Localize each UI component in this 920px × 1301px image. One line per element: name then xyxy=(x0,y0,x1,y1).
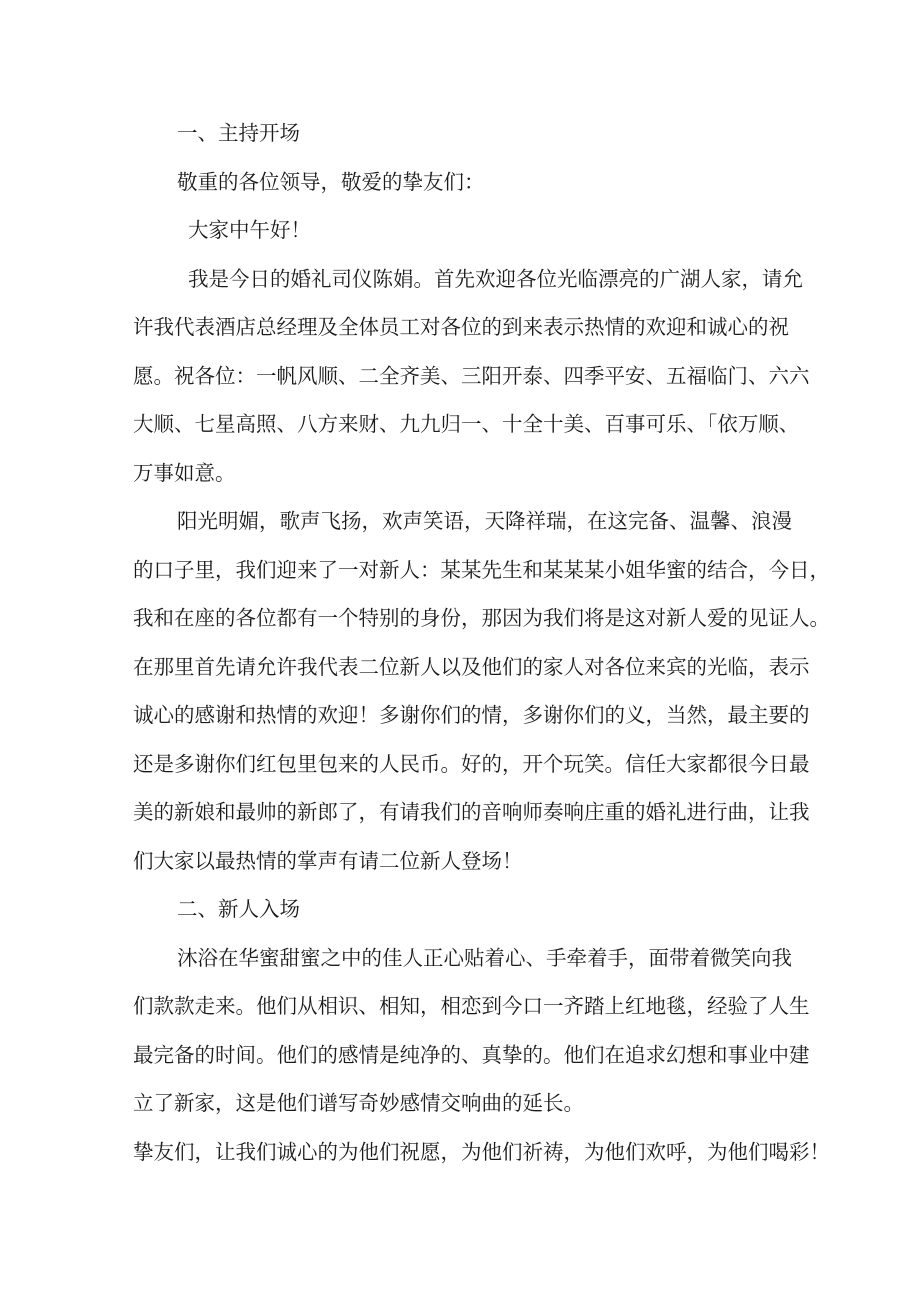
paragraph-line: 我是今日的婚礼司仪陈娟。首先欢迎各位光临漂亮的广湖人家，请允 xyxy=(188,267,803,291)
paragraph-line: 们大家以最热情的掌声有请二位新人登场！ xyxy=(133,849,523,873)
paragraph-line: 还是多谢你们红包里包来的人民币。好的，开个玩笑。信任大家都很今日最 xyxy=(133,752,810,776)
paragraph-line: 阳光明媚，歌声飞扬，欢声笑语，天降祥瑞，在这完备、温馨、浪漫 xyxy=(177,509,792,533)
paragraph-line: 诚心的感谢和热情的欢迎！多谢你们的情，多谢你们的义，当然，最主要的 xyxy=(133,703,810,727)
paragraph-line: 最完备的时间。他们的感情是纯净的、真挚的。他们在追求幻想和事业中建 xyxy=(133,1043,810,1067)
paragraph-line: 万事如意。 xyxy=(133,461,236,485)
paragraph-line: 美的新娘和最帅的新郎了，有请我们的音响师奏响庄重的婚礼进行曲，让我 xyxy=(133,800,810,824)
paragraph-line: 在那里首先请允许我代表二位新人以及他们的家人对各位来宾的光临，表示 xyxy=(133,655,810,679)
paragraph-line: 沐浴在华蜜甜蜜之中的佳人正心贴着心、手牵着手，面带着微笑向我 xyxy=(177,946,792,970)
paragraph-line: 许我代表酒店总经理及全体员工对各位的到来表示热情的欢迎和诚心的祝 xyxy=(133,315,789,339)
section-heading-entrance: 二、新人入场 xyxy=(177,897,300,921)
paragraph-line: 我和在座的各位都有一个特别的身份，那因为我们将是这对新人爱的见证人。 xyxy=(133,606,830,630)
paragraph-line: 大顺、七星高照、八方来财、九九归一、十全十美、百事可乐、「依万顺、 xyxy=(133,412,800,436)
paragraph-line: 立了新家，这是他们谱写奇妙感情交响曲的延长。 xyxy=(133,1091,584,1115)
closing-line: 挚友们，让我们诚心的为他们祝愿，为他们祈祷，为他们欢呼，为他们喝彩！ xyxy=(133,1140,830,1164)
paragraph-line: 们款款走来。他们从相识、相知，相恋到今口一齐踏上红地毯，经验了人生 xyxy=(133,994,810,1018)
section-heading-opening: 一、主持开场 xyxy=(177,121,300,145)
greeting: 大家中午好！ xyxy=(188,218,311,242)
paragraph-line: 愿。祝各位：一帆风顺、二全齐美、三阳开泰、四季平安、五福临门、六六 xyxy=(133,364,810,388)
salutation: 敬重的各位领导，敬爱的挚友们： xyxy=(177,170,485,194)
paragraph-line: 的口子里，我们迎来了一对新人：某某先生和某某某小姐华蜜的结合，今日， xyxy=(133,558,830,582)
